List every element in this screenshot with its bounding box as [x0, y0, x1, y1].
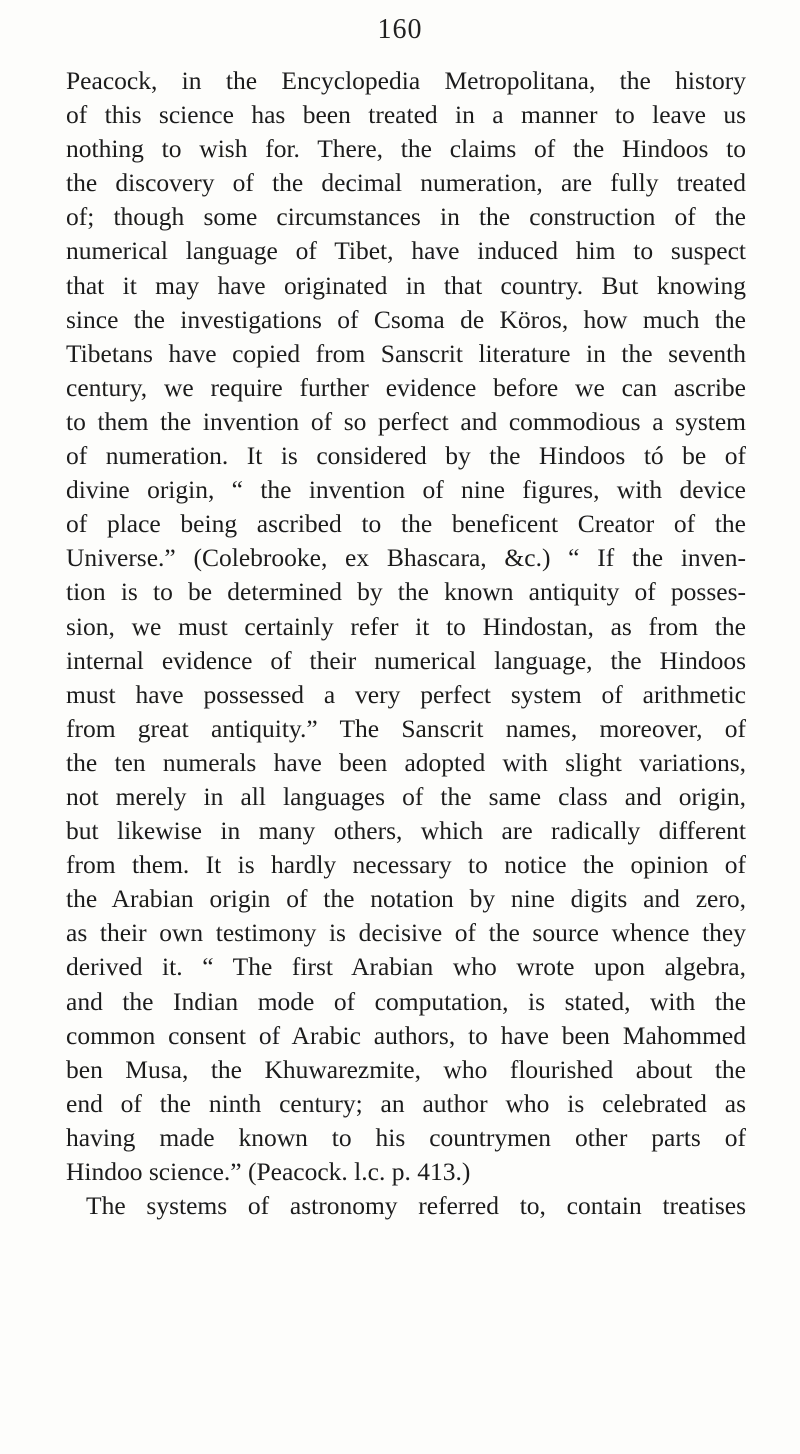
text-line: numerical language of Tibet, have induced him to suspect	[66, 236, 746, 266]
text-line: the Arabian origin of the notation by nine digits and zero,	[66, 884, 746, 914]
text-line: divine origin, “ the invention of nine figures, with device	[66, 475, 746, 505]
text-line: as their own testimony is decisive of the source whence they	[66, 918, 746, 948]
text-line: not merely in all languages of the same class and origin,	[66, 781, 746, 811]
text-line: of this science has been treated in a manner to leave us	[66, 100, 746, 130]
text-line: of place being ascribed to the beneficent Creator of the	[66, 509, 746, 539]
text-line: sion, we must certainly refer it to Hindostan, as from the	[66, 611, 746, 641]
text-line: internal evidence of their numerical language, the Hindoos	[66, 645, 746, 675]
text-line: to them the invention of so perfect and commodious a system	[66, 406, 746, 436]
text-line: century, we require further evidence before we can ascribe	[66, 372, 746, 402]
text-line-paragraph-end: Hindoo science.” (Peacock. l.c. p. 413.)	[66, 1157, 471, 1186]
text-line: nothing to wish for. There, the claims of the Hindoos to	[66, 134, 746, 164]
text-line: having made known to his countrymen other parts of	[66, 1122, 746, 1152]
text-line: Tibetans have copied from Sanscrit literature in the seventh	[66, 338, 746, 368]
text-line: tion is to be determined by the known antiquity of posses-	[66, 577, 746, 607]
page-number: 160	[377, 14, 423, 45]
text-line: derived it. “ The first Arabian who wrote upon algebra,	[66, 952, 746, 982]
text-line: end of the ninth century; an author who is celebrated as	[66, 1088, 746, 1118]
text-line-paragraph-start: The systems of astronomy referred to, contain treatises	[86, 1191, 746, 1221]
text-line: must have possessed a very perfect system of arithmetic	[66, 679, 746, 709]
text-line: from great antiquity.” The Sanscrit names, moreover, of	[66, 713, 746, 743]
text-line: Peacock, in the Encyclopedia Metropolitana, the history	[66, 66, 746, 95]
text-line: since the investigations of Csoma de Köros, how much the	[66, 304, 746, 334]
text-line: the ten numerals have been adopted with slight variations,	[66, 747, 746, 777]
body-text	[66, 64, 746, 1223]
text-line: and the Indian mode of computation, is stated, with the	[66, 986, 746, 1016]
text-line: Universe.” (Colebrooke, ex Bhascara, &c.) “ If the inven-	[66, 543, 746, 573]
text-line: the discovery of the decimal numeration, are fully treated	[66, 168, 746, 198]
text-line: common consent of Arabic authors, to have been Mahommed	[66, 1020, 746, 1050]
text-line: of numeration. It is considered by the Hindoos tó be of	[66, 441, 746, 471]
text-line: that it may have originated in that country. But knowing	[66, 270, 746, 300]
text-line: but likewise in many others, which are radically different	[66, 816, 746, 846]
text-line: ben Musa, the Khuwarezmite, who flourished about the	[66, 1054, 746, 1084]
text-line: from them. It is hardly necessary to notice the opinion of	[66, 850, 746, 880]
text-line: of; though some circumstances in the construction of the	[66, 202, 746, 232]
